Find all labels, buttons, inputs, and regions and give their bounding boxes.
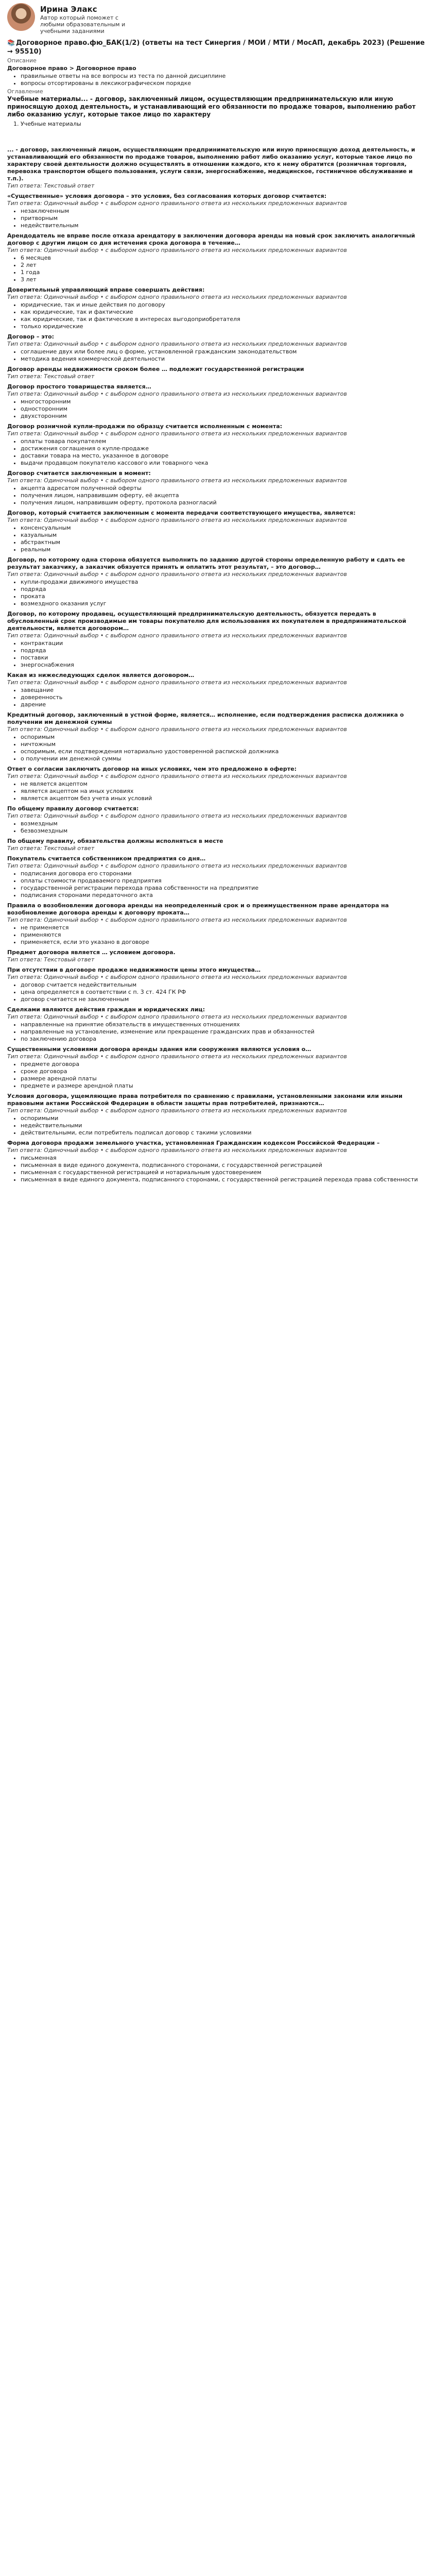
answer-option: • является акцептом на иных условиях	[21, 788, 429, 795]
answer-option: • по заключению договора	[21, 1036, 429, 1043]
answer-option: • консенсуальным	[21, 524, 429, 532]
option-list	[7, 1115, 429, 1137]
option-list	[7, 438, 429, 467]
question-text: ... - договор, заключенный лицом, осуществляющим предпринимательскую или иную приносящую доход деятельность, и устанавливающий его обязанности по продаже товаров, выполнению работ либо оказанию услуг, которые такое лицо по характеру своей деятельности должно осуществлять в отношении каждого, кто к нему обратится (розничная торговля, перевозка транспортом общего пользования, услуги связи, энергоснабжение, медицинское, гостиничное обслуживание и т.п.).	[7, 146, 415, 182]
answer-option: • притворным	[21, 215, 429, 222]
answer-option: • письменная с государственной регистрацией и нотариальным удостоверением	[21, 1169, 429, 1176]
answer-option: • оплаты стоимости продаваемого предприятия	[21, 877, 429, 885]
answer-option: • цена определяется в соответствии с п. 3 ст. 424 ГК РФ	[21, 989, 429, 996]
question-block	[7, 1006, 429, 1043]
answer-type: Тип ответа: Текстовый ответ	[7, 956, 95, 963]
question-text: Арендодатель не вправе после отказа арендатору в заключении договора аренды на новый срок заключить аналогичный договор с другим лицом со дня истечения срока договора в течение…	[7, 232, 415, 246]
answer-option: • контрактации	[21, 640, 429, 647]
answer-type: Тип ответа: Одиночный выбор • с выбором одного правильного ответа из нескольких предложенных вариантов	[7, 430, 347, 437]
answer-type: Тип ответа: Одиночный выбор • с выбором одного правильного ответа из нескольких предложенных вариантов	[7, 1013, 347, 1020]
question-text: При отсутствии в договоре продаже недвижимости цены этого имущества…	[7, 967, 261, 973]
answer-option: • о получении им денежной суммы	[21, 755, 429, 762]
author-avatar[interactable]	[7, 3, 35, 31]
question-text: Договор, по которому продавец, осуществляющий предпринимательскую деятельность, обязуется передать в обусловленный срок производимые им товары покупателю для использования их покупателем в предпринимательской деятельности, является договором…	[7, 611, 407, 632]
answer-option: • реальным	[21, 546, 429, 553]
answer-option: • ничтожным	[21, 741, 429, 748]
question-block	[7, 672, 429, 708]
question-text: Предмет договора является … условием договора.	[7, 949, 176, 956]
answer-option: • подписания сторонами передаточного акта	[21, 892, 429, 899]
answer-type: Тип ответа: Одиночный выбор • с выбором одного правильного ответа из нескольких предложенных вариантов	[7, 773, 347, 779]
answer-option: • письменная в виде единого документа, подписанного сторонами, с государственной регистрацией	[21, 1162, 429, 1169]
option-list	[7, 981, 429, 1003]
answer-option: • сроке договора	[21, 1068, 429, 1075]
answer-option: • как юридические, так и фактические	[21, 309, 429, 316]
option-list	[7, 255, 429, 283]
answer-type: Тип ответа: Одиночный выбор • с выбором одного правильного ответа из нескольких предложенных вариантов	[7, 632, 347, 639]
answer-option: • недействительными	[21, 1122, 429, 1129]
question-text: Форма договора продажи земельного участка, установленная Гражданским кодексом Российской Федерации –	[7, 1140, 380, 1146]
answer-option: • абстрактным	[21, 539, 429, 546]
question-text: Договор считается заключенным в момент:	[7, 470, 151, 477]
answer-option: • поставки	[21, 654, 429, 662]
answer-option: • предмете договора	[21, 1061, 429, 1068]
answer-option: • завещание	[21, 687, 429, 694]
question-text: Какая из нижеследующих сделок является договором…	[7, 672, 195, 679]
answer-type: Тип ответа: Одиночный выбор • с выбором одного правильного ответа из нескольких предложенных вариантов	[7, 974, 347, 980]
answer-option: • купли-продажи движимого имущества	[21, 579, 429, 586]
answer-option: • недействительным	[21, 222, 429, 229]
question-text: «Существенные» условия договора – это условия, без согласования которых договор считается:	[7, 193, 327, 199]
question-block	[7, 967, 429, 1003]
answer-option: • письменная в виде единого документа, подписанного сторонами, с государственной регистрацией перехода права собственности	[21, 1176, 429, 1183]
question-text: Доверительный управляющий вправе совершать действия:	[7, 286, 205, 293]
question-block	[7, 146, 429, 190]
answer-option: • доверенность	[21, 694, 429, 701]
question-block	[7, 383, 429, 420]
answer-option: • оплаты товара покупателем	[21, 438, 429, 445]
question-text: Договор аренды недвижимости сроком более … подлежит государственной регистрации	[7, 366, 304, 372]
option-list	[7, 820, 429, 835]
answer-option: • соглашение двух или более лиц о форме, установленной гражданским законодательством	[21, 348, 429, 355]
answer-option: • договор считается не заключенным	[21, 996, 429, 1003]
question-block	[7, 366, 429, 380]
answer-option: • направленные на установление, изменение или прекращение гражданских прав и обязанностей	[21, 1028, 429, 1036]
question-block	[7, 949, 429, 963]
answer-option: • не применяется	[21, 924, 429, 931]
question-text: Сделками являются действия граждан и юридических лиц:	[7, 1006, 205, 1013]
answer-option: • 6 месяцев	[21, 255, 429, 262]
answer-option: • не является акцептом	[21, 781, 429, 788]
option-list	[7, 301, 429, 330]
answer-option: • оспоримыми	[21, 1115, 429, 1122]
question-block	[7, 805, 429, 835]
answer-option: • доставки товара на место, указанное в договоре	[21, 452, 429, 460]
question-block	[7, 286, 429, 330]
description-heading: Договорное право > Договорное право	[7, 65, 136, 72]
question-block	[7, 1093, 429, 1137]
question-block	[7, 333, 429, 363]
question-block	[7, 838, 429, 852]
answer-type: Тип ответа: Одиночный выбор • с выбором одного правильного ответа из нескольких предложенных вариантов	[7, 1147, 347, 1154]
answer-type: Тип ответа: Одиночный выбор • с выбором одного правильного ответа из нескольких предложенных вариантов	[7, 247, 347, 253]
answer-option: • подряда	[21, 647, 429, 654]
books-icon: 📚	[7, 39, 15, 46]
answer-option: • применяется, если это указано в договоре	[21, 939, 429, 946]
question-block	[7, 556, 429, 607]
question-text: Кредитный договор, заключенный в устной форме, является… исполнение, если подтверждения расписка должника о получении им денежной суммы	[7, 711, 404, 725]
answer-option: • многосторонним	[21, 398, 429, 405]
answer-option: • применяются	[21, 931, 429, 939]
answer-option: • методика ведения коммерческой деятельности	[21, 355, 429, 363]
question-text: По общему правилу, обязательства должны исполняться в месте	[7, 838, 223, 844]
answer-type: Тип ответа: Одиночный выбор • с выбором одного правильного ответа из нескольких предложенных вариантов	[7, 679, 347, 686]
answer-option: • подряда	[21, 586, 429, 593]
question-text: Договор простого товарищества является…	[7, 383, 151, 390]
answer-option: • односторонним	[21, 405, 429, 413]
answer-option: • незаключенным	[21, 208, 429, 215]
toc-heading: Учебные материалы... - договор, заключенный лицом, осуществляющим предпринимательскую или иную приносящую доход деятельность, и устанавливающий его обязанности по продаже товаров, выполнению работ либо оказанию услуг, которые такое лицо по характеру	[7, 95, 416, 118]
answer-type: Тип ответа: Одиночный выбор • с выбором одного правильного ответа из нескольких предложенных вариантов	[7, 862, 347, 869]
option-list	[7, 640, 429, 669]
answer-option: • оспоримым, если подтверждения нотариально удостоверенной распиской должника	[21, 748, 429, 755]
answer-option: • предмете и размере арендной платы	[21, 1082, 429, 1090]
answer-type: Тип ответа: Одиночный выбор • с выбором одного правильного ответа из нескольких предложенных вариантов	[7, 477, 347, 484]
answer-option: • дарение	[21, 701, 429, 708]
author-card	[7, 2, 429, 38]
question-block	[7, 1140, 429, 1183]
question-text: Правила о возобновлении договора аренды на неопределенный срок и о преимущественном праве арендатора на возобновление договора аренды к договору проката…	[7, 902, 389, 916]
option-list	[7, 870, 429, 899]
description-item: • правильные ответы на все вопросы из теста по данной дисциплине	[21, 73, 429, 80]
answer-option: • достижения соглашения о купле-продаже	[21, 445, 429, 452]
option-list	[7, 734, 429, 762]
question-block	[7, 766, 429, 802]
question-block	[7, 510, 429, 553]
answer-type: Тип ответа: Текстовый ответ	[7, 373, 95, 380]
answer-option: • размере арендной платы	[21, 1075, 429, 1082]
answer-option: • только юридические	[21, 323, 429, 330]
toc-item[interactable]: 1. Учебные материалы	[21, 121, 429, 128]
answer-option: • 1 года	[21, 269, 429, 276]
document-title-text: Договорное право.фю_БАК(1/2) (ответы на тест Синергия / МОИ / МТИ / МосАП, декабрь 2023) (Решение → 95510)	[7, 39, 425, 56]
question-block	[7, 902, 429, 946]
answer-option: • акцепта адресатом полученной оферты	[21, 485, 429, 492]
answer-type: Тип ответа: Одиночный выбор • с выбором одного правильного ответа из нескольких предложенных вариантов	[7, 517, 347, 523]
option-list	[7, 781, 429, 802]
option-list	[7, 687, 429, 708]
answer-option: • является акцептом без учета иных условий	[21, 795, 429, 802]
answer-option: • получения лицом, направившим оферту, протокола разногласий	[21, 499, 429, 506]
answer-option: • проката	[21, 593, 429, 600]
answer-type: Тип ответа: Одиночный выбор • с выбором одного правильного ответа из нескольких предложенных вариантов	[7, 917, 347, 923]
question-text: По общему правилу договор считается:	[7, 805, 139, 812]
answer-option: • 2 лет	[21, 262, 429, 269]
answer-type: Тип ответа: Текстовый ответ	[7, 845, 95, 852]
question-block	[7, 470, 429, 506]
question-text: Ответ о согласии заключить договор на иных условиях, чем это предложено в оферте:	[7, 766, 297, 772]
answer-option: • оспоримым	[21, 734, 429, 741]
author-name[interactable]: Ирина Элакс	[40, 5, 97, 14]
answer-option: • подписания договора его сторонами	[21, 870, 429, 877]
answer-option: • возмездного оказания услуг	[21, 600, 429, 607]
answer-option: • письменная	[21, 1155, 429, 1162]
answer-option: • возмездным	[21, 820, 429, 827]
question-block	[7, 232, 429, 283]
question-text: Условия договора, ущемляющие права потребителя по сравнению с правилами, установленными законами или иными правовыми актами Российской Федерации в области защиты прав потребителей, признаются…	[7, 1093, 403, 1107]
question-block	[7, 193, 429, 229]
option-list	[7, 524, 429, 553]
answer-type: Тип ответа: Одиночный выбор • с выбором одного правильного ответа из нескольких предложенных вариантов	[7, 726, 347, 733]
answer-option: • двухсторонним	[21, 413, 429, 420]
option-list	[7, 1021, 429, 1043]
option-list	[7, 579, 429, 607]
answer-option: • договор считается недействительным	[21, 981, 429, 989]
answer-option: • юридические, так и иные действия по договору	[21, 301, 429, 309]
option-list	[7, 398, 429, 420]
option-list	[7, 208, 429, 229]
answer-option: • государственной регистрации перехода права собственности на предприятие	[21, 885, 429, 892]
question-block	[7, 1046, 429, 1090]
question-text: Существенными условиями договора аренды здания или сооружения являются условия о…	[7, 1046, 311, 1053]
answer-option: • казуальным	[21, 532, 429, 539]
questions-section	[7, 146, 429, 1183]
toc-section	[7, 88, 429, 128]
answer-type: Тип ответа: Одиночный выбор • с выбором одного правильного ответа из нескольких предложенных вариантов	[7, 812, 347, 819]
option-list	[7, 1061, 429, 1090]
answer-type: Тип ответа: Одиночный выбор • с выбором одного правильного ответа из нескольких предложенных вариантов	[7, 341, 347, 347]
question-block	[7, 711, 429, 762]
answer-option: • получения лицом, направившим оферту, её акцепта	[21, 492, 429, 499]
toc-list	[7, 121, 429, 128]
question-block	[7, 855, 429, 899]
document-body	[7, 39, 429, 1183]
option-list	[7, 485, 429, 506]
description-item: • вопросы отсортированы в лексикографическом порядке	[21, 80, 429, 87]
answer-option: • действительными, если потребитель подписал договор с такими условиями	[21, 1129, 429, 1137]
question-text: Покупатель считается собственником предприятия со дня…	[7, 855, 206, 862]
answer-option: • выдачи продавцом покупателю кассового или товарного чека	[21, 460, 429, 467]
description-list	[7, 73, 429, 87]
document-title	[7, 39, 429, 56]
question-text: Договор розничной купли-продажи по образцу считается исполненным с момента:	[7, 423, 283, 430]
question-text: Договор, по которому одна сторона обязуется выполнить по заданию другой стороны определенную работу и сдать ее результат заказчику, а заказчик обязуется принять и оплатить этот результат, – это договор…	[7, 556, 405, 570]
description-label: Описание	[7, 57, 37, 64]
answer-option: • как юридические, так и фактические в интересах выгодоприобретателя	[21, 316, 429, 323]
option-list	[7, 348, 429, 363]
answer-type: Тип ответа: Текстовый ответ	[7, 182, 95, 189]
question-block	[7, 423, 429, 467]
answer-type: Тип ответа: Одиночный выбор • с выбором одного правильного ответа из нескольких предложенных вариантов	[7, 571, 347, 578]
option-list	[7, 924, 429, 946]
question-text: Договор, который считается заключенным с момента передачи соответствующего имущества, является:	[7, 510, 356, 516]
question-block	[7, 611, 429, 669]
answer-type: Тип ответа: Одиночный выбор • с выбором одного правильного ответа из нескольких предложенных вариантов	[7, 1107, 347, 1114]
answer-option: • энергоснабжения	[21, 662, 429, 669]
answer-type: Тип ответа: Одиночный выбор • с выбором одного правильного ответа из нескольких предложенных вариантов	[7, 294, 347, 300]
answer-type: Тип ответа: Одиночный выбор • с выбором одного правильного ответа из нескольких предложенных вариантов	[7, 1053, 347, 1060]
answer-type: Тип ответа: Одиночный выбор • с выбором одного правильного ответа из нескольких предложенных вариантов	[7, 200, 347, 207]
answer-option: • направленные на принятие обязательств в имущественных отношениях	[21, 1021, 429, 1028]
description-section	[7, 57, 429, 87]
toc-label: Оглавление	[7, 88, 43, 95]
answer-type: Тип ответа: Одиночный выбор • с выбором одного правильного ответа из нескольких предложенных вариантов	[7, 391, 347, 397]
answer-option: • безвозмездным	[21, 827, 429, 835]
author-description: Автор который поможет с любыми образовательным и учебными заданиями	[40, 14, 126, 35]
option-list	[7, 1155, 429, 1183]
answer-option: • 3 лет	[21, 276, 429, 283]
question-text: Договор – это:	[7, 333, 55, 340]
